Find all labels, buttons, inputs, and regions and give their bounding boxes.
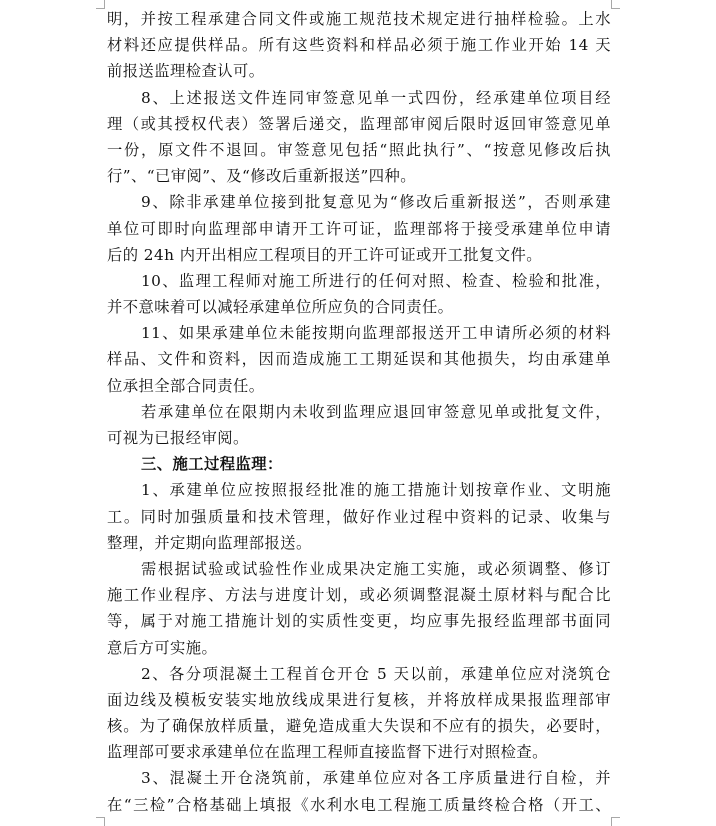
margin-corner-mark <box>96 817 105 826</box>
text-line: 9、除非承建单位接到批复意见为“修改后重新报送”，否则承建 <box>141 193 611 212</box>
text-line: 10、监理工程师对施工所进行的任何对照、检查、检验和批准， <box>141 271 611 290</box>
text-line: 等，属于对施工措施计划的实质性变更，均应事先报经监理部书面同 <box>107 612 611 631</box>
text-line: 核。为了确保放样质量，避免造成重大失误和不应有的损失，必要时， <box>107 717 611 736</box>
text-line: 样品、文件和资料，因而造成施工工期延误和其他损失，均由承建单 <box>107 350 611 369</box>
text-line: 2、各分项混凝土工程首仓开仓 5 天以前，承建单位应对浇筑仓 <box>141 664 611 683</box>
text-line: 材料还应提供样品。所有这些资料和样品必须于施工作业开始 14 天 <box>107 36 611 55</box>
text-line: 整理，并定期向监理部报送。 <box>107 533 312 552</box>
text-line: 工。同时加强质量和技术管理，做好作业过程中资料的记录、收集与 <box>107 507 611 526</box>
text-line: 单位可即时向监理部申请开工许可证，监理部将于接受承建单位申请 <box>107 219 611 238</box>
text-line: 意后方可实施。 <box>107 638 218 657</box>
margin-corner-mark <box>96 0 105 9</box>
text-line: 需根据试验或试验性作业成果决定施工实施，或必须调整、修订 <box>141 559 611 578</box>
margin-corner-mark <box>611 0 620 9</box>
text-line: 1、承建单位应按照报经批准的施工措施计划按章作业、文明施 <box>141 481 611 500</box>
document-body <box>107 6 611 818</box>
text-line: 明，并按工程承建合同文件或施工规范技术规定进行抽样检验。上水 <box>107 10 611 28</box>
text-line: 后的 24h 内开出相应工程项目的开工许可证或开工批复文件。 <box>107 245 542 264</box>
text-line: 若承建单位在限期内未收到监理应退回审签意见单或批复文件， <box>141 402 611 421</box>
text-line: 一份，原文件不退回。审签意见包括“照此执行”、“按意见修改后执 <box>107 140 611 159</box>
text-line: 施工作业程序、方法与进度计划，或必须调整混凝土原材料与配合比 <box>107 586 611 605</box>
text-line: 在“三检”合格基础上填报《水利水电工程施工质量终检合格（开工、 <box>107 795 611 814</box>
text-line: 可视为已报经审阅。 <box>107 429 249 447</box>
text-line: 理（或其授权代表）签署后递交，监理部审阅后限时返回审签意见单 <box>107 114 611 133</box>
margin-corner-mark <box>611 817 620 826</box>
text-line: 3、混凝土开仓浇筑前，承建单位应对各工序质量进行自检，并 <box>141 769 611 788</box>
text-line: 面边线及模板安装实地放线成果进行复核，并将放样成果报监理部审 <box>107 690 611 709</box>
text-line: 前报送监理检查认可。 <box>107 62 265 81</box>
text-line: 11、如果承建单位未能按期向监理部报送开工申请所必须的材料 <box>141 324 611 343</box>
text-line: 监理部可要求承建单位在监理工程师直接监督下进行对照检查。 <box>107 743 548 762</box>
text-line: 并不意味着可以减轻承建单位所应负的合同责任。 <box>107 298 454 317</box>
section-heading: 三、施工过程监理： <box>141 455 283 474</box>
text-line: 行”、“已审阅”、及“修改后重新报送”四种。 <box>107 167 417 186</box>
text-line: 8、上述报送文件连同审签意见单一式四份，经承建单位项目经 <box>141 88 611 107</box>
text-line: 位承担全部合同责任。 <box>107 376 265 395</box>
